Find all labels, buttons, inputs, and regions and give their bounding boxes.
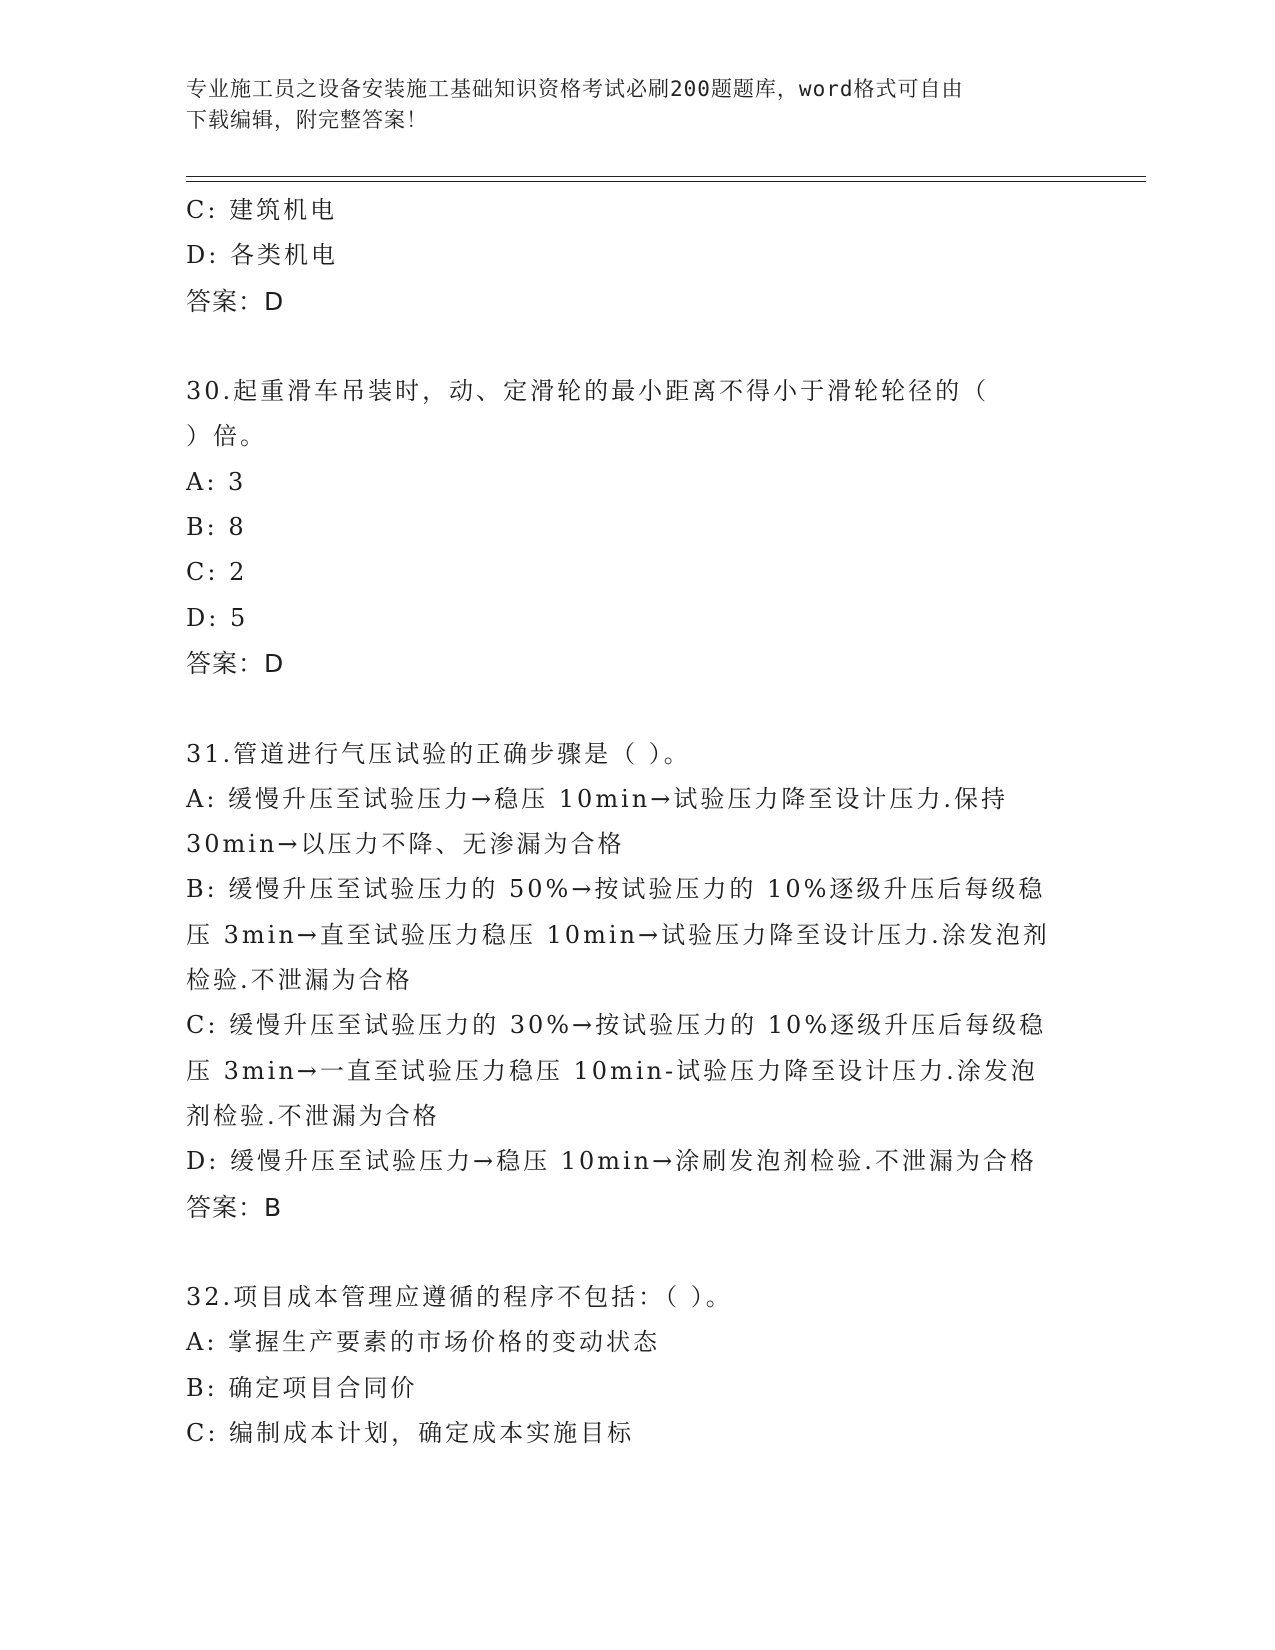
option-b: B: 确定项目合同价 — [186, 1373, 418, 1402]
question-stem-continued: ）倍。 — [186, 422, 267, 451]
option-b-continued: 压 3min→直至试验压力稳压 10min→试验压力降至设计压力.涂发泡剂 — [186, 920, 1050, 949]
spacer — [186, 686, 1086, 731]
document-header — [186, 74, 1066, 136]
option-c-continued: 压 3min→一直至试验压力稳压 10min-试验压力降至设计压力.涂发泡 — [186, 1056, 1038, 1085]
option-a: A: 掌握生产要素的市场价格的变动状态 — [186, 1328, 661, 1357]
question-stem: 32.项目成本管理应遵循的程序不包括：（ ）。 — [186, 1283, 733, 1312]
option-d: D: 缓慢升压至试验压力→稳压 10min→涂刷发泡剂检验.不泄漏为合格 — [186, 1147, 1037, 1176]
option-c: C: 建筑机电 — [186, 196, 338, 224]
document-body — [186, 188, 1086, 1456]
spacer — [186, 1230, 1086, 1275]
option-c: C: 编制成本计划，确定成本实施目标 — [186, 1419, 635, 1448]
answer-line: 答案：B — [186, 1192, 283, 1222]
header-title-line-2: 下载编辑，附完整答案！ — [186, 108, 428, 132]
header-rule-top — [186, 176, 1146, 177]
answer-line: 答案：D — [186, 286, 285, 316]
option-d: D: 5 — [186, 603, 249, 632]
option-d: D: 各类机电 — [186, 241, 338, 270]
option-a: A: 缓慢升压至试验压力→稳压 10min→试验压力降至设计压力.保持 — [186, 784, 1008, 813]
option-a-continued: 30min→以压力不降、无渗漏为合格 — [186, 830, 625, 859]
header-title-line-1: 专业施工员之设备安装施工基础知识资格考试必刷200题题库，word格式可自由 — [186, 77, 964, 101]
option-c-continued: 剂检验.不泄漏为合格 — [186, 1101, 440, 1130]
question-31 — [186, 732, 1086, 1230]
question-stem: 30.起重滑车吊装时，动、定滑轮的最小距离不得小于滑轮轮径的（ — [186, 377, 990, 406]
question-32 — [186, 1275, 1086, 1456]
option-b: B: 缓慢升压至试验压力的 50%→按试验压力的 10%逐级升压后每级稳 — [186, 875, 1046, 904]
option-a: A: 3 — [186, 467, 247, 496]
option-c: C: 缓慢升压至试验压力的 30%→按试验压力的 10%逐级升压后每级稳 — [186, 1011, 1047, 1040]
spacer — [186, 324, 1086, 369]
question-30 — [186, 369, 1086, 686]
previous-question-tail — [186, 188, 1086, 324]
header-rule-bottom — [186, 181, 1146, 182]
answer-line: 答案：D — [186, 648, 285, 678]
option-c: C: 2 — [186, 558, 248, 587]
option-b-continued: 检验.不泄漏为合格 — [186, 966, 413, 995]
option-b: B: 8 — [186, 513, 247, 542]
question-stem: 31.管道进行气压试验的正确步骤是（ ）。 — [186, 739, 691, 768]
